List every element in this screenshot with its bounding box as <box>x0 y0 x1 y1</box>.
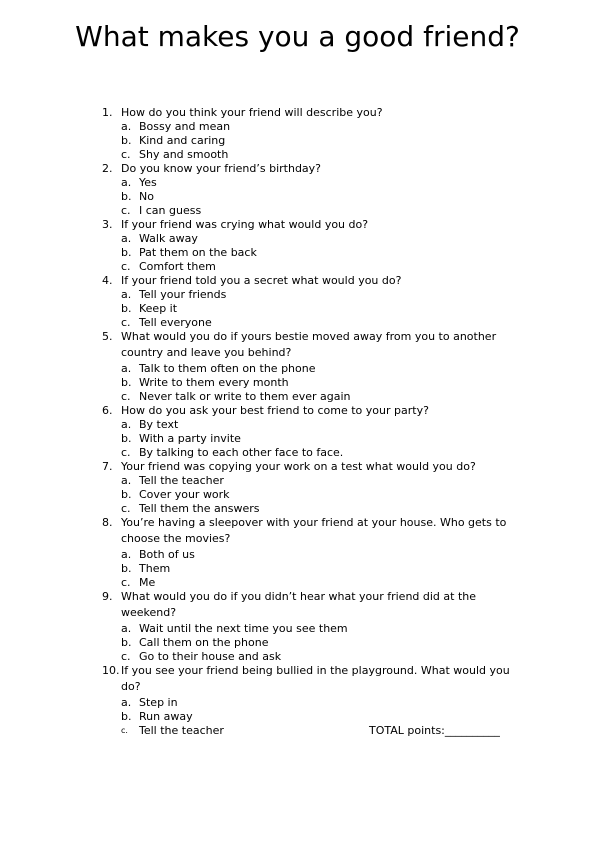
answer-option <box>0 636 595 650</box>
answer-option <box>0 446 595 460</box>
option-text: Walk away <box>139 232 198 245</box>
question-number: 5. <box>102 330 113 343</box>
option-letter: c. <box>121 446 131 459</box>
option-letter: c. <box>121 260 131 273</box>
question-text: Your friend was copying your work on a test what would you do? <box>121 460 476 473</box>
option-letter: a. <box>121 418 132 431</box>
option-text: Never talk or write to them ever again <box>139 390 351 403</box>
answer-option <box>0 148 595 162</box>
option-text: Talk to them often on the phone <box>139 362 316 375</box>
question-line <box>0 218 595 232</box>
question-number: 8. <box>102 516 113 529</box>
question-text: do? <box>121 680 141 693</box>
question-line <box>0 680 595 696</box>
answer-option <box>0 474 595 488</box>
question-text: If you see your friend being bullied in the playground. What would you <box>121 664 510 677</box>
answer-option <box>0 316 595 330</box>
option-text: Tell everyone <box>139 316 212 329</box>
total-points-label: TOTAL points:__________ <box>369 724 500 737</box>
page-title: What makes you a good friend? <box>75 20 520 53</box>
question-number: 3. <box>102 218 113 231</box>
option-letter: a. <box>121 120 132 133</box>
option-text: I can guess <box>139 204 202 217</box>
option-text: Pat them on the back <box>139 246 257 259</box>
answer-option <box>0 724 595 738</box>
option-text: Step in <box>139 696 178 709</box>
option-text: Both of us <box>139 548 195 561</box>
question-line <box>0 274 595 288</box>
question-text: What would you do if yours bestie moved away from you to another <box>121 330 497 343</box>
question-line <box>0 162 595 176</box>
answer-option <box>0 696 595 710</box>
answer-option <box>0 488 595 502</box>
answer-option <box>0 622 595 636</box>
question-text: Do you know your friend’s birthday? <box>121 162 322 175</box>
question-line <box>0 346 595 362</box>
answer-option <box>0 120 595 134</box>
option-letter: c. <box>121 316 131 329</box>
answer-option <box>0 260 595 274</box>
option-letter: a. <box>121 696 132 709</box>
option-letter: a. <box>121 232 132 245</box>
question-line <box>0 404 595 418</box>
answer-option <box>0 232 595 246</box>
option-letter: b. <box>121 488 132 501</box>
option-letter: c. <box>121 502 131 515</box>
question-line <box>0 330 595 346</box>
option-letter: a. <box>121 474 132 487</box>
answer-option <box>0 650 595 664</box>
option-text: Bossy and mean <box>139 120 231 133</box>
option-letter: b. <box>121 376 132 389</box>
answer-option <box>0 710 595 724</box>
answer-option <box>0 302 595 316</box>
option-text: Wait until the next time you see them <box>139 622 348 635</box>
option-letter: c. <box>121 204 131 217</box>
option-text: Run away <box>139 710 193 723</box>
option-letter: b. <box>121 190 132 203</box>
question-number: 10. <box>102 664 120 677</box>
answer-option <box>0 562 595 576</box>
option-letter: a. <box>121 548 132 561</box>
question-number: 7. <box>102 460 113 473</box>
question-text: choose the movies? <box>121 532 231 545</box>
option-text: Go to their house and ask <box>139 650 282 663</box>
option-letter: c. <box>121 650 131 663</box>
question-number: 4. <box>102 274 113 287</box>
question-text: You’re having a sleepover with your friend at your house. Who gets to <box>121 516 507 529</box>
question-text: If your friend was crying what would you do? <box>121 218 369 231</box>
question-number: 9. <box>102 590 113 603</box>
option-letter: a. <box>121 362 132 375</box>
answer-option <box>0 362 595 376</box>
question-line <box>0 606 595 622</box>
option-letter: b. <box>121 636 132 649</box>
question-line <box>0 460 595 474</box>
option-text: Keep it <box>139 302 178 315</box>
answer-option <box>0 418 595 432</box>
option-text: Yes <box>139 176 157 189</box>
option-letter: b. <box>121 562 132 575</box>
option-letter: c. <box>121 148 131 161</box>
question-text: weekend? <box>121 606 177 619</box>
answer-option <box>0 288 595 302</box>
question-number: 6. <box>102 404 113 417</box>
question-number: 1. <box>102 106 113 119</box>
option-letter: a. <box>121 288 132 301</box>
option-letter: b. <box>121 432 132 445</box>
option-text: Them <box>139 562 171 575</box>
answer-option <box>0 176 595 190</box>
answer-option <box>0 190 595 204</box>
option-letter: c. <box>121 726 128 735</box>
option-text: Tell the teacher <box>139 474 224 487</box>
question-line <box>0 532 595 548</box>
option-text: Kind and caring <box>139 134 226 147</box>
option-text: Tell the teacher <box>139 724 224 737</box>
answer-option <box>0 204 595 218</box>
question-text: How do you think your friend will describe you? <box>121 106 383 119</box>
question-text: country and leave you behind? <box>121 346 292 359</box>
answer-option <box>0 576 595 590</box>
answer-option <box>0 390 595 404</box>
option-text: No <box>139 190 154 203</box>
option-text: Write to them every month <box>139 376 289 389</box>
option-letter: b. <box>121 134 132 147</box>
question-text: If your friend told you a secret what would you do? <box>121 274 402 287</box>
option-letter: c. <box>121 390 131 403</box>
option-text: Cover your work <box>139 488 230 501</box>
option-letter: c. <box>121 576 131 589</box>
option-text: Shy and smooth <box>139 148 229 161</box>
answer-option <box>0 502 595 516</box>
option-text: Call them on the phone <box>139 636 269 649</box>
option-letter: b. <box>121 302 132 315</box>
quiz-list <box>0 106 595 738</box>
question-number: 2. <box>102 162 113 175</box>
option-letter: b. <box>121 710 132 723</box>
question-line <box>0 664 595 680</box>
question-line <box>0 106 595 120</box>
answer-option <box>0 134 595 148</box>
option-letter: a. <box>121 176 132 189</box>
answer-option <box>0 376 595 390</box>
option-text: Tell your friends <box>139 288 227 301</box>
answer-option <box>0 548 595 562</box>
option-letter: a. <box>121 622 132 635</box>
question-text: How do you ask your best friend to come to your party? <box>121 404 429 417</box>
question-line <box>0 516 595 532</box>
option-text: Me <box>139 576 156 589</box>
option-text: Tell them the answers <box>139 502 260 515</box>
option-text: By text <box>139 418 179 431</box>
option-text: Comfort them <box>139 260 216 273</box>
answer-option <box>0 246 595 260</box>
question-line <box>0 590 595 606</box>
option-text: With a party invite <box>139 432 241 445</box>
option-letter: b. <box>121 246 132 259</box>
option-text: By talking to each other face to face. <box>139 446 344 459</box>
question-text: What would you do if you didn’t hear what your friend did at the <box>121 590 477 603</box>
answer-option <box>0 432 595 446</box>
